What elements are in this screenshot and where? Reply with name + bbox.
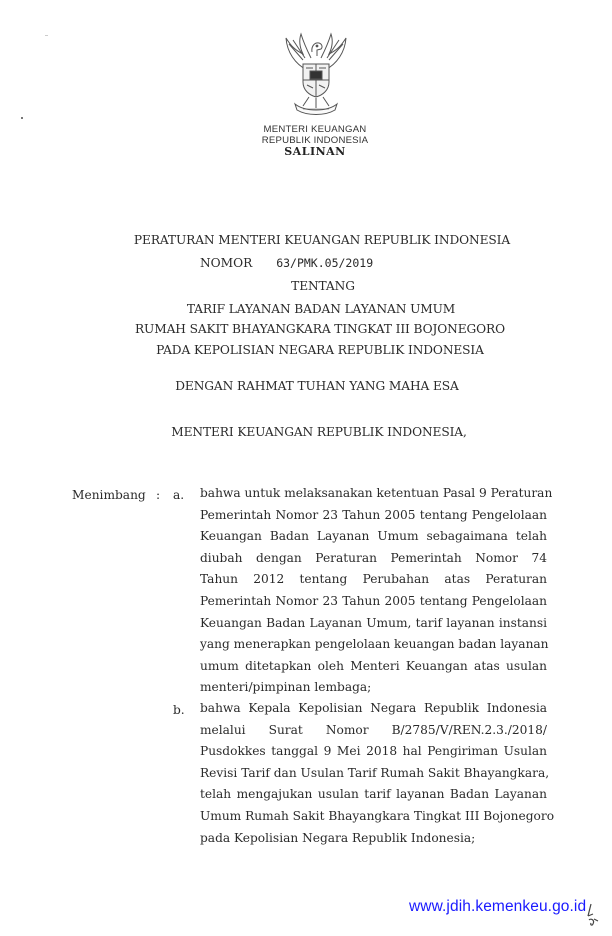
item-b-line: Pusdokkes tanggal 9 Mei 2018 hal Pengiriman Usulan [200, 744, 547, 759]
menimbang-colon: : [156, 488, 161, 502]
item-b-paragraph [200, 698, 555, 849]
item-b-line: Umum Rumah Sakit Bhayangkara Tingkat III Bojonegoro [200, 808, 555, 823]
item-a-line: menteri/pimpinan lembaga; [200, 680, 372, 695]
item-b-line: telah mengajukan usulan tarif layanan Badan Layanan [200, 787, 547, 802]
blessing-line: DENGAN RAHMAT TUHAN YANG MAHA ESA [175, 379, 459, 393]
ministry-line-1: MENTERI KEUANGAN [263, 124, 367, 135]
regulation-number [200, 256, 373, 270]
item-a-line: Pemerintah Nomor 23 Tahun 2005 tentang Pengelolaan [200, 507, 547, 522]
ministry-heading [250, 124, 380, 146]
scan-speck [45, 35, 48, 36]
jdih-website-link[interactable]: www.jdih.kemenkeu.go.id [409, 898, 587, 915]
item-b-line: pada Kepolisian Negara Republik Indonesia; [200, 830, 476, 845]
regulation-title: PERATURAN MENTERI KEUANGAN REPUBLIK INDONESIA [133, 233, 511, 247]
paraf-signature-icon [583, 902, 601, 928]
nomor-value: 63/PMK.05/2019 [276, 256, 374, 270]
item-b-line: melalui Surat Nomor B/2785/V/REN.2.3./2018/ [200, 722, 547, 737]
item-a-line: Keuangan Badan Layanan Umum, tarif layanan instansi [200, 615, 547, 630]
subject-line-1: TARIF LAYANAN BADAN LAYANAN UMUM [186, 302, 456, 316]
item-b-line: Revisi Tarif dan Usulan Tarif Rumah Sakit Bhayangkara, [200, 765, 550, 780]
item-a-line: bahwa untuk melaksanakan ketentuan Pasal 9 Peraturan [200, 486, 553, 500]
item-a-letter: a. [173, 488, 185, 502]
copy-label: SALINAN [284, 145, 346, 158]
tentang-label: TENTANG [291, 279, 355, 293]
scan-speck [21, 117, 23, 119]
ministry-line-2: REPUBLIK INDONESIA [261, 135, 369, 146]
item-a-line: umum ditetapkan oleh Menteri Keuangan atas usulan [200, 658, 547, 673]
item-a-line: yang menerapkan pengelolaan keuangan badan layanan [200, 637, 549, 652]
item-a-line: Keuangan Badan Layanan Umum sebagaimana telah [200, 529, 547, 544]
item-a-paragraph [200, 483, 553, 699]
nomor-label: NOMOR [200, 256, 253, 270]
menimbang-label: Menimbang [72, 488, 146, 502]
item-a-line: Tahun 2012 tentang Perubahan atas Peraturan [200, 572, 547, 587]
garuda-emblem-icon [273, 30, 359, 120]
authority-line: MENTERI KEUANGAN REPUBLIK INDONESIA, [171, 425, 467, 439]
item-b-line: bahwa Kepala Kepolisian Negara Republik Indonesia [200, 701, 547, 715]
item-a-line: diubah dengan Peraturan Pemerintah Nomor 74 [200, 550, 547, 565]
subject-line-2: RUMAH SAKIT BHAYANGKARA TINGKAT III BOJONEGORO [134, 322, 506, 336]
item-b-letter: b. [173, 703, 185, 717]
subject-line-3: PADA KEPOLISIAN NEGARA REPUBLIK INDONESIA [156, 343, 484, 357]
item-a-line: Pemerintah Nomor 23 Tahun 2005 tentang Pengelolaan [200, 593, 547, 608]
